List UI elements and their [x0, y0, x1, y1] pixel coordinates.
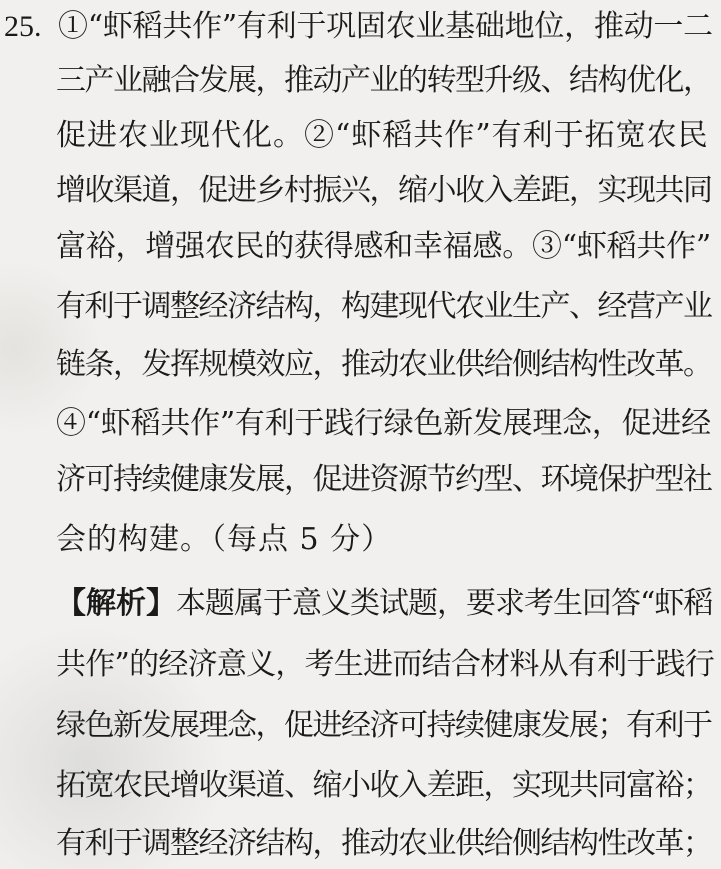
analysis-text-1: 本题属于意义类试题，要求考生回答“虾稻 [176, 586, 713, 621]
analysis-line-2: 共作”的经济意义，考生进而结合材料从有利于践行 [56, 647, 715, 682]
analysis-line-3: 绿色新发展理念，促进经济可持续健康发展；有利于 [56, 708, 712, 743]
answer-line-8: ④“虾稻共作”有利于践行绿色新发展理念，促进经 [56, 406, 711, 441]
analysis-line-5: 有利于调整经济结构，推动农业供给侧结构性改革； [56, 826, 712, 861]
answer-line-6: 有利于调整经济结构，构建现代农业生产、经营产业 [56, 289, 712, 324]
answer-line-4: 增收渠道，促进乡村振兴，缩小收入差距，实现共同 [56, 173, 712, 208]
answer-line-1: ①“虾稻共作”有利于巩固农业基础地位，推动一二 [58, 9, 713, 44]
answer-line-7: 链条，发挥规模效应，推动农业供给侧结构性改革。 [56, 347, 712, 382]
answer-line-2: 三产业融合发展，推动产业的转型升级、结构优化， [56, 63, 712, 98]
analysis-line-1 [56, 585, 712, 623]
analysis-label: 【解析】 [56, 586, 176, 621]
answer-line-9: 济可持续健康发展，促进资源节约型、环境保护型社 [56, 462, 712, 497]
answer-line-5: 富裕，增强农民的获得感和幸福感。③“虾稻共作” [56, 229, 711, 264]
question-number: 25. [4, 10, 42, 43]
answer-line-10: 会的构建。（每点 5 分） [56, 522, 393, 557]
analysis-line-4: 拓宽农民增收渠道、缩小收入差距，实现共同富裕； [56, 768, 712, 803]
answer-line-3: 促进农业现代化。②“虾稻共作”有利于拓宽农民 [56, 118, 709, 153]
